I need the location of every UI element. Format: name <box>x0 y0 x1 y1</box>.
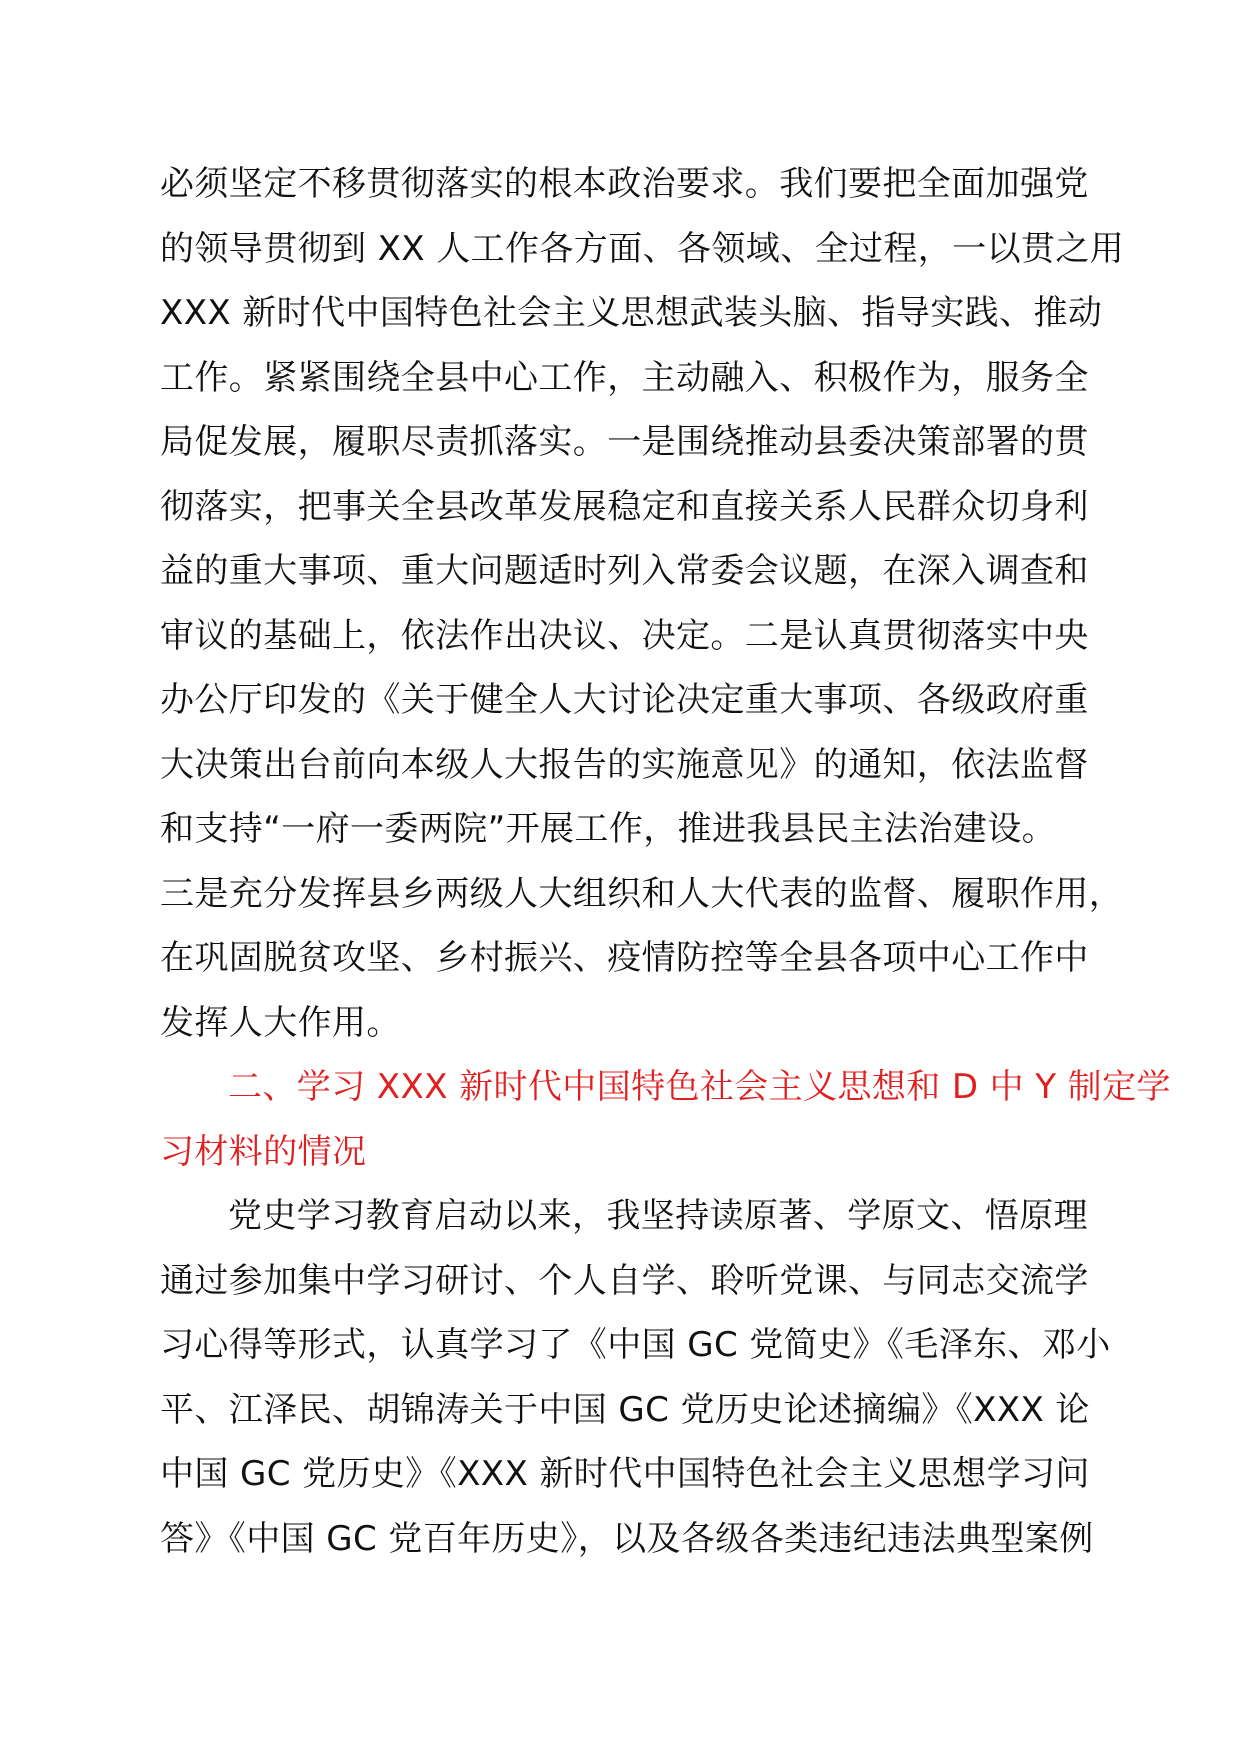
text-line: 中国 GC 党历史》《XXX 新时代中国特色社会主义思想学习问 <box>160 1454 1090 1494</box>
text-line: 大决策出台前向本级人大报告的实施意见》的通知，依法监督 <box>160 744 1089 785</box>
paragraph-political-requirements <box>160 152 1125 1055</box>
text-line: 办公厅印发的《关于健全人大讨论决定重大事项、各级政府重 <box>160 680 1089 720</box>
text-line: 党史学习教育启动以来，我坚持读原著、学原文、悟原理 <box>228 1196 1088 1236</box>
section-heading-study-materials <box>160 1055 1171 1184</box>
text-line: 三是充分发挥县乡两级人大组织和人大代表的监督、履职作用， <box>160 873 1124 914</box>
text-line: 彻落实，把事关全县改革发展稳定和直接关系人民群众切身利 <box>160 486 1089 527</box>
text-line: XXX 新时代中国特色社会主义思想武装头脑、指导实践、推动 <box>160 293 1103 333</box>
text-line: 通过参加集中学习研讨、个人自学、聆听党课、与同志交流学 <box>160 1260 1089 1301</box>
text-line: 必须坚定不移贯彻落实的根本政治要求。我们要把全面加强党 <box>160 164 1089 204</box>
text-line: 答》《中国 GC 党百年历史》，以及各级各类违纪违法典型案例 <box>160 1518 1094 1559</box>
paragraph-party-history-study <box>160 1184 1120 1571</box>
heading-line: 习材料的情况 <box>160 1131 367 1172</box>
text-line: 在巩固脱贫攻坚、乡村振兴、疫情防控等全县各项中心工作中 <box>160 938 1089 978</box>
text-line: 和支持“一府一委两院”开展工作，推进我县民主法治建设。 <box>160 809 1057 849</box>
text-line: 平、江泽民、胡锦涛关于中国 GC 党历史论述摘编》《XXX 论 <box>160 1389 1090 1430</box>
text-line: 审议的基础上，依法作出决议、决定。二是认真贯彻落实中央 <box>160 615 1089 656</box>
document-body <box>160 152 1171 1571</box>
text-line: 局促发展，履职尽责抓落实。一是围绕推动县委决策部署的贯 <box>160 422 1089 462</box>
text-line: 工作。紧紧围绕全县中心工作，主动融入、积极作为，服务全 <box>160 357 1089 398</box>
text-line: 益的重大事项、重大问题适时列入常委会议题，在深入调查和 <box>160 551 1089 591</box>
heading-line: 二、学习 XXX 新时代中国特色社会主义思想和 D 中 Y 制定学 <box>228 1067 1171 1107</box>
text-line: 的领导贯彻到 XX 人工作各方面、各领域、全过程，一以贯之用 <box>160 228 1125 269</box>
text-line: 习心得等形式，认真学习了《中国 GC 党简史》《毛泽东、邓小 <box>160 1325 1111 1365</box>
text-line: 发挥人大作用。 <box>160 1002 401 1043</box>
